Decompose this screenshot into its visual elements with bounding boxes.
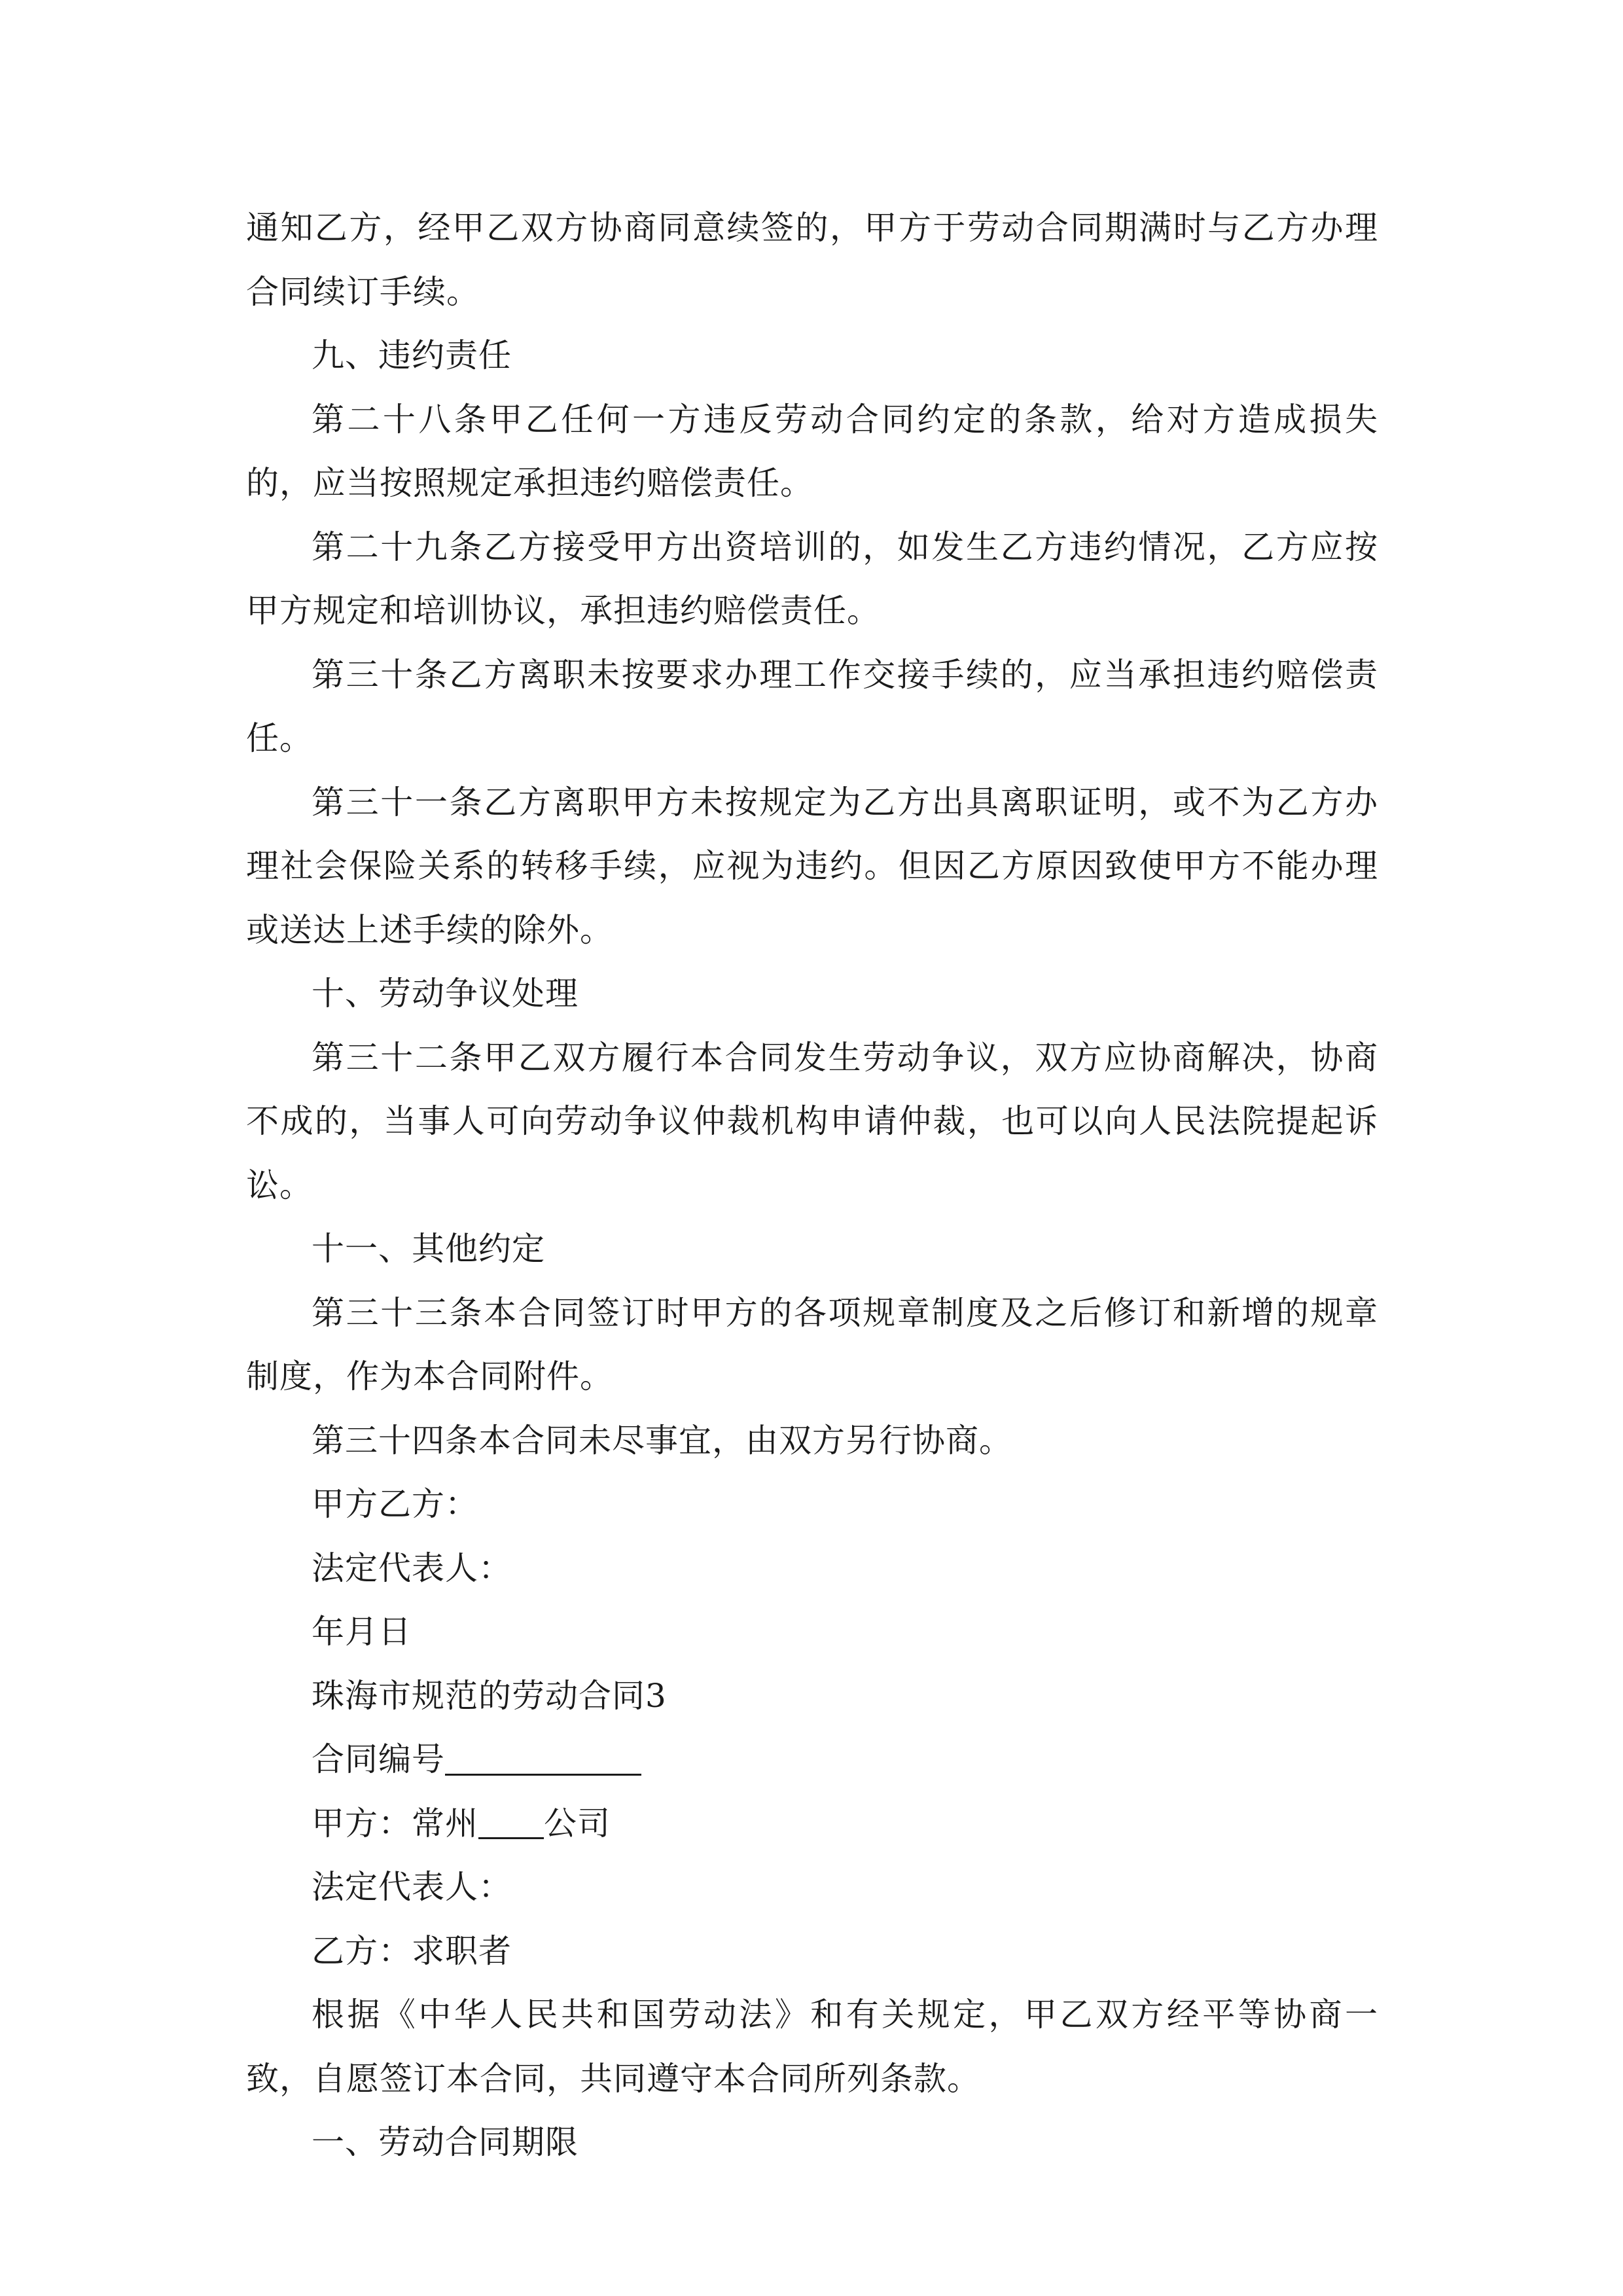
paragraph: 年月日 — [312, 1613, 412, 1651]
contract-number-line — [246, 1728, 1378, 1792]
paragraph: 法定代表人： — [312, 1549, 512, 1587]
contract-number-blank — [445, 1741, 641, 1776]
paragraph: 第三十二条甲乙双方履行本合同发生劳动争议，双方应协商解决，协商不成的，当事人可向劳动争议仲裁机构申请仲裁，也可以向人民法院提起诉讼。 — [246, 1038, 1378, 1204]
paragraph: 第三十三条本合同签订时甲方的各项规章制度及之后修订和新增的规章制度，作为本合同附件。 — [246, 1293, 1378, 1395]
paragraph: 法定代表人： — [312, 1868, 512, 1906]
paragraph: 根据《中华人民共和国劳动法》和有关规定，甲乙双方经平等协商一致，自愿签订本合同，共同遵守本合同所列条款。 — [246, 1996, 1378, 2098]
document-body-continued — [246, 1856, 1378, 2175]
document-body — [246, 196, 1378, 1728]
party-a-suffix: 公司 — [544, 1804, 611, 1842]
paragraph: 第三十条乙方离职未按要求办理工作交接手续的，应当承担违约赔偿责任。 — [246, 655, 1378, 757]
paragraph: 十、劳动争议处理 — [312, 975, 579, 1013]
paragraph: 第三十一条乙方离职甲方未按规定为乙方出具离职证明，或不为乙方办理社会保险关系的转移手续，应视为违约。但因乙方原因致使甲方不能办理或送达上述手续的除外。 — [246, 783, 1378, 949]
paragraph: 甲方乙方： — [312, 1485, 478, 1523]
paragraph: 第三十四条本合同未尽事宜，由双方另行协商。 — [312, 1421, 1012, 1460]
party-a-prefix: 甲方：常州 — [312, 1804, 478, 1842]
paragraph: 珠海市规范的劳动合同3 — [312, 1676, 667, 1715]
party-a-line — [246, 1792, 1378, 1856]
paragraph: 乙方：求职者 — [312, 1931, 512, 1970]
document-page — [246, 196, 1378, 2175]
paragraph: 九、违约责任 — [312, 336, 512, 374]
party-a-company-blank — [478, 1804, 544, 1839]
contract-number-label: 合同编号 — [312, 1740, 445, 1778]
paragraph: 一、劳动合同期限 — [312, 2123, 579, 2161]
paragraph: 第二十八条甲乙任何一方违反劳动合同约定的条款，给对方造成损失的，应当按照规定承担违约赔偿责任。 — [246, 400, 1378, 502]
paragraph: 第二十九条乙方接受甲方出资培训的，如发生乙方违约情况，乙方应按甲方规定和培训协议，承担违约赔偿责任。 — [246, 528, 1378, 630]
paragraph: 通知乙方，经甲乙双方协商同意续签的，甲方于劳动合同期满时与乙方办理合同续订手续。 — [246, 209, 1378, 311]
paragraph: 十一、其他约定 — [312, 1230, 545, 1268]
